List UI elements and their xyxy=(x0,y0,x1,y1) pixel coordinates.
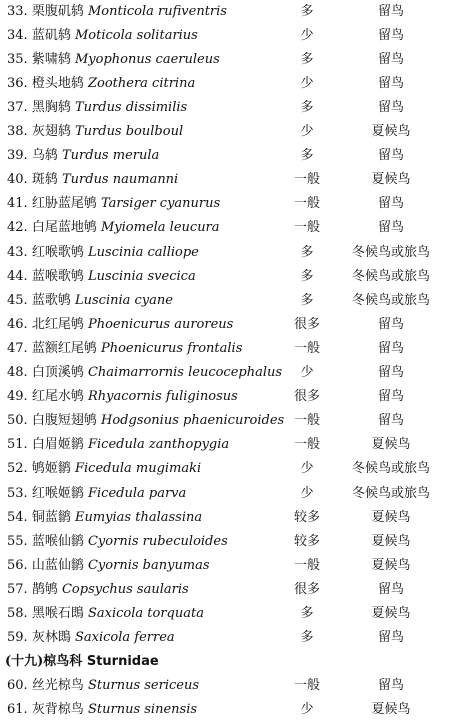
scientific-name: Moticola solitarius xyxy=(74,27,198,43)
chinese-name: 北红尾鸲 xyxy=(31,316,84,332)
residence-status-cell: 留鸟 xyxy=(377,75,404,91)
chinese-name: 蓝歌鸲 xyxy=(31,292,71,308)
residence-status-cell: 冬候鸟或旅鸟 xyxy=(351,244,430,260)
name-cell xyxy=(7,96,187,120)
row-number: 53. xyxy=(7,485,28,501)
abundance-cell: 多 xyxy=(300,3,314,19)
residence-status-cell: 留鸟 xyxy=(377,413,404,429)
abundance-cell: 少 xyxy=(300,461,314,477)
residence-status-cell: 夏候鸟 xyxy=(371,606,411,621)
scientific-name: Chaimarrornis leucocephalus xyxy=(87,365,283,380)
row-number: 56. xyxy=(7,557,28,573)
species-row xyxy=(0,433,451,457)
species-row xyxy=(0,241,451,265)
row-number: 60. xyxy=(7,678,28,694)
chinese-name: 铜蓝鹟 xyxy=(31,509,71,525)
scientific-name: Monticola rufiventris xyxy=(87,3,227,19)
residence-status-cell: 留鸟 xyxy=(377,148,404,164)
scientific-name: Ficedula mugimaki xyxy=(74,461,202,477)
species-row xyxy=(0,698,451,722)
scientific-name: Turdus merula xyxy=(61,148,160,164)
scientific-name: Luscinia calliope xyxy=(87,244,199,260)
chinese-name: 山蓝仙鹟 xyxy=(31,557,84,573)
name-cell xyxy=(7,337,242,361)
name-cell xyxy=(7,192,220,216)
scientific-name: Sturnus sinensis xyxy=(87,702,198,718)
name-cell xyxy=(7,409,284,433)
abundance-cell: 少 xyxy=(300,702,314,718)
chinese-name: 蓝喉歌鸲 xyxy=(31,268,84,284)
chinese-name: 黑喉石鵖 xyxy=(31,606,84,621)
residence-status-cell: 夏候鸟 xyxy=(371,509,411,525)
abundance-cell: 少 xyxy=(300,124,314,139)
chinese-name: 蓝额红尾鸲 xyxy=(31,340,97,356)
species-row xyxy=(0,168,451,192)
name-cell xyxy=(7,626,175,650)
scientific-name: Sturnus sericeus xyxy=(87,678,200,694)
name-cell xyxy=(7,385,238,409)
species-row xyxy=(0,578,451,602)
abundance-cell: 很多 xyxy=(293,389,320,405)
scientific-name: Hodgsonius phaenicuroides xyxy=(100,413,285,429)
species-row xyxy=(0,192,451,216)
chinese-name: 红喉姬鹟 xyxy=(31,485,84,501)
row-number: 33. xyxy=(7,3,28,19)
name-cell xyxy=(5,650,159,674)
row-number: 48. xyxy=(7,365,28,380)
name-cell xyxy=(7,602,204,626)
chinese-name: 红喉歌鸲 xyxy=(31,244,84,260)
chinese-name: 鹊鸲 xyxy=(31,581,58,597)
chinese-name: 蓝喉仙鹟 xyxy=(31,533,84,549)
row-number: 61. xyxy=(7,702,28,718)
abundance-cell: 多 xyxy=(300,606,314,621)
name-cell xyxy=(7,0,227,24)
chinese-name: 斑鸫 xyxy=(31,172,58,188)
species-row xyxy=(0,24,451,48)
chinese-name: 灰背椋鸟 xyxy=(31,702,84,718)
scientific-name: Phoenicurus auroreus xyxy=(87,316,234,332)
abundance-cell: 多 xyxy=(300,148,314,164)
row-number: 55. xyxy=(7,533,28,549)
abundance-cell: 多 xyxy=(300,99,314,115)
scientific-name: Tarsiger cyanurus xyxy=(100,196,221,212)
abundance-cell: 一般 xyxy=(293,196,320,212)
abundance-cell: 多 xyxy=(300,244,314,260)
chinese-name: 橙头地鸫 xyxy=(31,75,84,91)
residence-status-cell: 留鸟 xyxy=(377,365,404,380)
name-cell xyxy=(7,241,199,265)
row-number: 57. xyxy=(7,581,28,597)
residence-status-cell: 留鸟 xyxy=(377,630,404,646)
residence-status-cell: 留鸟 xyxy=(377,3,404,19)
species-row xyxy=(0,265,451,289)
residence-status-cell: 冬候鸟或旅鸟 xyxy=(351,292,430,308)
name-cell xyxy=(7,144,159,168)
chinese-name: 红尾水鸲 xyxy=(31,389,84,405)
species-row xyxy=(0,0,451,24)
abundance-cell: 一般 xyxy=(293,220,320,236)
row-number: 42. xyxy=(7,220,28,236)
row-number: 46. xyxy=(7,316,28,332)
residence-status-cell: 冬候鸟或旅鸟 xyxy=(351,268,430,284)
row-number: 51. xyxy=(7,437,28,453)
chinese-name: 蓝矶鸫 xyxy=(31,27,71,43)
chinese-name: 白尾蓝地鸲 xyxy=(31,220,97,236)
species-row xyxy=(0,216,451,240)
chinese-name: 白顶溪鸲 xyxy=(31,365,84,380)
row-number: 37. xyxy=(7,99,28,115)
residence-status-cell: 留鸟 xyxy=(377,220,404,236)
abundance-cell: 多 xyxy=(300,51,314,67)
name-cell xyxy=(7,530,228,554)
scientific-name: Copsychus saularis xyxy=(61,581,189,597)
row-number: 44. xyxy=(7,268,28,284)
name-cell xyxy=(7,313,233,337)
row-number: 59. xyxy=(7,630,28,646)
species-row xyxy=(0,409,451,433)
abundance-cell: 多 xyxy=(300,268,314,284)
species-row xyxy=(0,120,451,144)
residence-status-cell: 留鸟 xyxy=(377,196,404,212)
residence-status-cell: 留鸟 xyxy=(377,99,404,115)
scientific-name: Cyornis rubeculoides xyxy=(87,533,228,549)
row-number: 54. xyxy=(7,509,28,525)
abundance-cell: 一般 xyxy=(293,340,320,356)
name-cell xyxy=(7,24,198,48)
residence-status-cell: 留鸟 xyxy=(377,389,404,405)
name-cell xyxy=(7,72,195,96)
species-row xyxy=(0,530,451,554)
row-number: 45. xyxy=(7,292,28,308)
name-cell xyxy=(7,48,220,72)
residence-status-cell: 夏候鸟 xyxy=(371,124,411,139)
species-row xyxy=(0,337,451,361)
name-cell xyxy=(7,674,199,698)
residence-status-cell: 夏候鸟 xyxy=(371,533,411,549)
abundance-cell: 多 xyxy=(300,292,314,308)
row-number: 35. xyxy=(7,51,28,67)
scientific-name: Turdus naumanni xyxy=(61,172,179,188)
species-row xyxy=(0,361,451,385)
row-number: 39. xyxy=(7,148,28,164)
residence-status-cell: 留鸟 xyxy=(377,340,404,356)
species-row xyxy=(0,457,451,481)
scientific-name: Cyornis banyumas xyxy=(87,557,210,573)
residence-status-cell: 留鸟 xyxy=(377,51,404,67)
species-row xyxy=(0,602,451,626)
species-row xyxy=(0,313,451,337)
row-number: 41. xyxy=(7,196,28,212)
chinese-name: 红胁蓝尾鸲 xyxy=(31,196,97,212)
scientific-name: Turdus dissimilis xyxy=(74,99,188,115)
scientific-name: Phoenicurus frontalis xyxy=(100,340,243,356)
row-number: 38. xyxy=(7,124,28,139)
name-cell xyxy=(7,506,202,530)
residence-status-cell: 留鸟 xyxy=(377,27,404,43)
chinese-name: 乌鸫 xyxy=(31,148,58,164)
chinese-name: 白眉姬鹟 xyxy=(31,437,84,453)
scientific-name: Rhyacornis fuliginosus xyxy=(87,389,238,405)
row-number: 40. xyxy=(7,172,28,188)
scientific-name: Zoothera citrina xyxy=(87,75,196,91)
abundance-cell: 多 xyxy=(300,630,314,646)
row-number: 47. xyxy=(7,340,28,356)
abundance-cell: 少 xyxy=(300,27,314,43)
name-cell xyxy=(7,457,201,481)
row-number: 34. xyxy=(7,27,28,43)
row-number: 49. xyxy=(7,389,28,405)
chinese-name: 灰林鵖 xyxy=(31,630,71,646)
row-number: 43. xyxy=(7,244,28,260)
residence-status-cell: 夏候鸟 xyxy=(371,557,411,573)
abundance-cell: 较多 xyxy=(293,509,320,525)
scientific-name: Turdus boulboul xyxy=(74,124,184,139)
chinese-name: 鸲姬鹟 xyxy=(31,461,71,477)
scientific-name: Luscinia cyane xyxy=(74,292,173,308)
name-cell xyxy=(7,554,210,578)
species-row xyxy=(0,72,451,96)
name-cell xyxy=(7,698,197,722)
scientific-name: Eumyias thalassina xyxy=(74,509,203,525)
scientific-name: Myophonus caeruleus xyxy=(74,51,220,67)
family-chinese-name: (十九)椋鸟科 xyxy=(5,654,83,670)
name-cell xyxy=(7,289,173,313)
name-cell xyxy=(7,265,196,289)
row-number: 50. xyxy=(7,413,28,429)
abundance-cell: 一般 xyxy=(293,557,320,573)
row-number: 58. xyxy=(7,606,28,621)
species-row xyxy=(0,385,451,409)
section-heading xyxy=(0,650,451,674)
chinese-name: 丝光椋鸟 xyxy=(31,678,84,694)
abundance-cell: 很多 xyxy=(293,581,320,597)
abundance-cell: 少 xyxy=(300,365,314,380)
species-row xyxy=(0,48,451,72)
scientific-name: Myiomela leucura xyxy=(100,220,220,236)
abundance-cell: 很多 xyxy=(293,316,320,332)
residence-status-cell: 留鸟 xyxy=(377,316,404,332)
residence-status-cell: 夏候鸟 xyxy=(371,172,411,188)
species-row xyxy=(0,506,451,530)
species-row xyxy=(0,482,451,506)
scientific-name: Ficedula zanthopygia xyxy=(87,437,230,453)
scientific-name: Ficedula parva xyxy=(87,485,187,501)
chinese-name: 黑胸鸫 xyxy=(31,99,71,115)
name-cell xyxy=(7,216,220,240)
scientific-name: Saxicola torquata xyxy=(87,606,204,621)
row-number: 36. xyxy=(7,75,28,91)
species-row xyxy=(0,626,451,650)
row-number: 52. xyxy=(7,461,28,477)
name-cell xyxy=(7,120,183,144)
name-cell xyxy=(7,578,189,602)
abundance-cell: 少 xyxy=(300,75,314,91)
abundance-cell: 一般 xyxy=(293,172,320,188)
residence-status-cell: 留鸟 xyxy=(377,581,404,597)
chinese-name: 紫啸鸫 xyxy=(31,51,71,67)
residence-status-cell: 留鸟 xyxy=(377,678,404,694)
chinese-name: 白腹短翅鸲 xyxy=(31,413,97,429)
scientific-name: Luscinia svecica xyxy=(87,268,196,284)
species-row xyxy=(0,289,451,313)
family-latin-name: Sturnidae xyxy=(86,654,159,670)
abundance-cell: 一般 xyxy=(293,678,320,694)
residence-status-cell: 冬候鸟或旅鸟 xyxy=(351,485,430,501)
abundance-cell: 一般 xyxy=(293,413,320,429)
abundance-cell: 较多 xyxy=(293,533,320,549)
species-row xyxy=(0,554,451,578)
name-cell xyxy=(7,361,282,385)
name-cell xyxy=(7,482,186,506)
residence-status-cell: 夏候鸟 xyxy=(371,702,411,718)
species-row xyxy=(0,674,451,698)
species-row xyxy=(0,144,451,168)
scientific-name: Saxicola ferrea xyxy=(74,630,175,646)
chinese-name: 栗腹矶鸫 xyxy=(31,3,84,19)
residence-status-cell: 夏候鸟 xyxy=(371,437,411,453)
abundance-cell: 一般 xyxy=(293,437,320,453)
abundance-cell: 少 xyxy=(300,485,314,501)
species-row xyxy=(0,96,451,120)
name-cell xyxy=(7,168,178,192)
residence-status-cell: 冬候鸟或旅鸟 xyxy=(351,461,430,477)
name-cell xyxy=(7,433,229,457)
chinese-name: 灰翅鸫 xyxy=(31,124,71,139)
